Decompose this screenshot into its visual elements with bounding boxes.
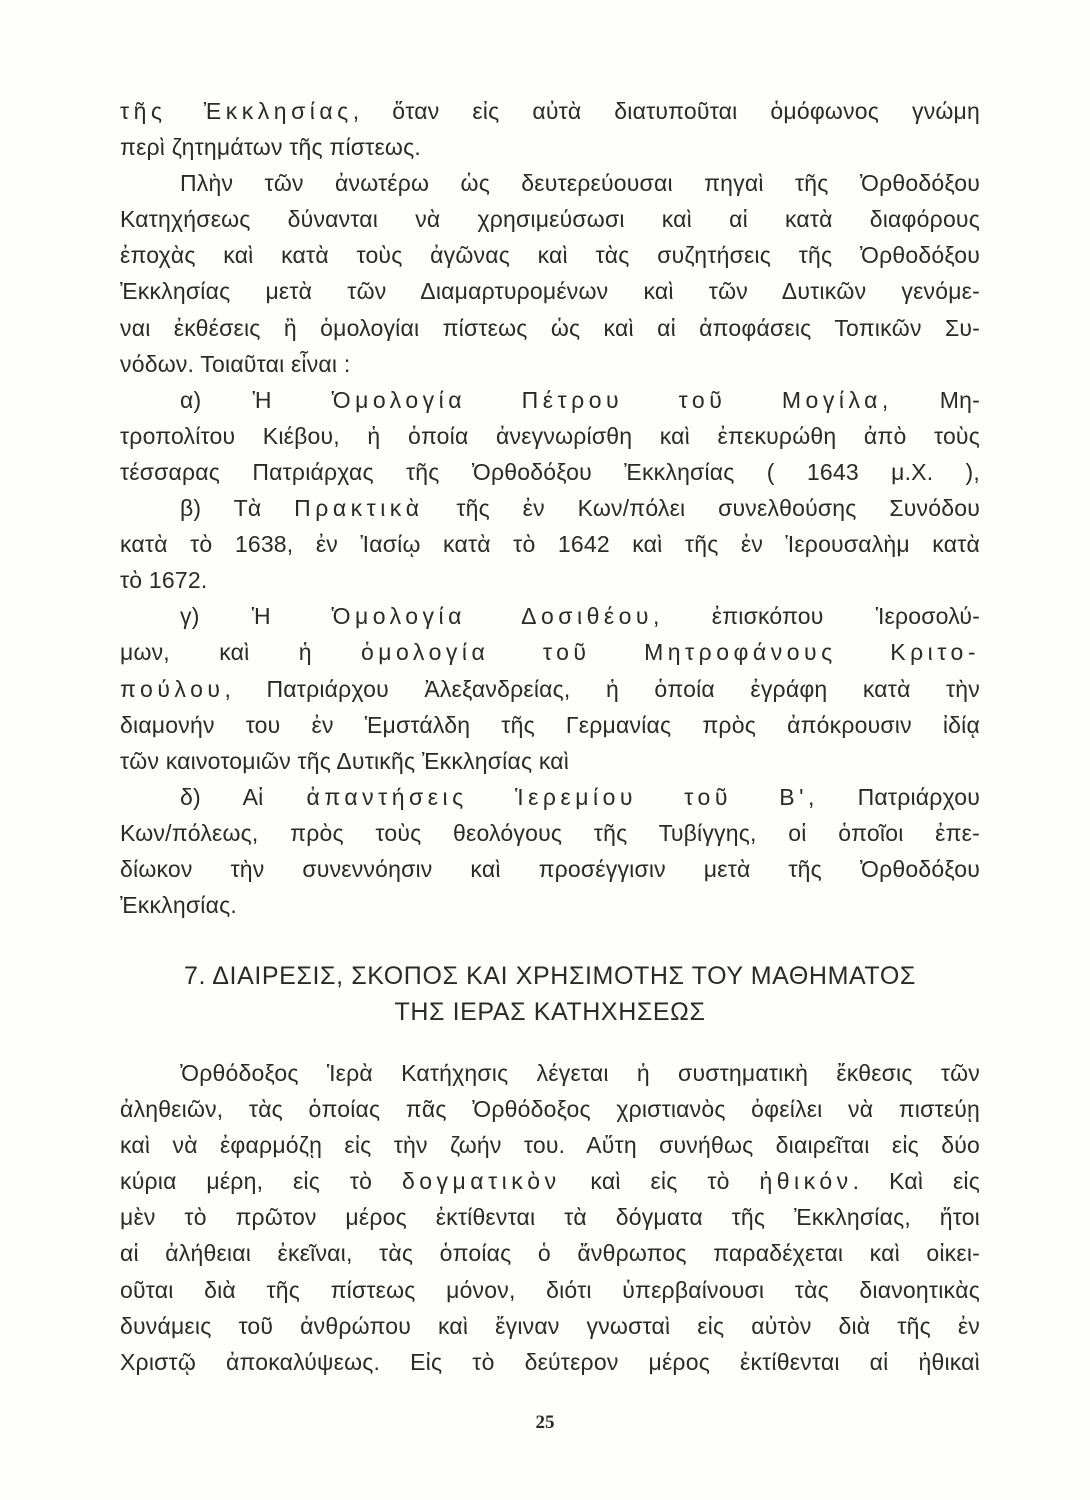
text-segment: Χριστῷ ἀποκαλύψεως. Εἰς τὸ δεύτερον μέρος ἐκτίθενται αἱ ἠθικαὶ [120, 1348, 980, 1375]
text-segment: , Πατριάρχου Ἀλεξανδρείας, ἡ ὁποία ἐγράφη κατὰ τὴν [224, 675, 980, 702]
text-line [120, 562, 980, 598]
section-heading-line-1: 7. ΔΙΑΙΡΕΣΙΣ, ΣΚΟΠΟΣ ΚΑΙ ΧΡΗΣΙΜΟΤΗΣ ΤΟΥ ΜΑΘΗΜΑΤΟΣ [184, 962, 916, 990]
text-line [120, 1308, 980, 1344]
text-segment: ναι ἐκθέσεις ἢ ὁμολογίαι πίστεως ὡς καὶ αἱ ἀποφάσεις Τοπικῶν Συ- [120, 314, 980, 341]
text-segment: δυνάμεις τοῦ ἀνθρώπου καὶ ἔγιναν γνωσταὶ εἰς αὐτὸν διὰ τῆς ἐν [120, 1312, 980, 1339]
spaced-emphasis-text: πούλου [120, 675, 225, 702]
text-segment: ἐποχὰς καὶ κατὰ τοὺς ἀγῶνας καὶ τὰς συζητήσεις τῆς Ὀρθοδόξου [120, 242, 980, 269]
text-segment: Ἐκκλησίας μετὰ τῶν Διαμαρτυρομένων καὶ τῶν Δυτικῶν γενόμε- [120, 278, 980, 305]
text-segment: τροπολίτου Κιέβου, ἡ ὁποία ἀνεγνωρίσθη καὶ ἐπεκυρώθη ἀπὸ τοὺς [120, 422, 980, 449]
text-segment: Ἐκκλησίας. [120, 892, 237, 919]
text-segment: γ) [180, 603, 252, 630]
text-segment: τέσσαρας Πατριάρχας τῆς Ὀρθοδόξου Ἐκκλησίας ( 1643 μ.Χ. ), [120, 458, 980, 485]
text-segment: τὸ 1672. [120, 567, 208, 594]
text-line [120, 310, 980, 346]
text-segment: , ὅταν εἰς αὐτὰ διατυποῦται ὁμόφωνος γνώμη [352, 98, 980, 124]
spaced-emphasis-text: τῆς Ἐκκλησίας [120, 98, 353, 124]
body-text-upper [120, 93, 980, 923]
text-line [120, 93, 980, 129]
text-segment: , ἐπισκόπου Ἱεροσολύ- [653, 603, 980, 630]
text-line [120, 273, 980, 309]
text-line [120, 815, 980, 851]
text-line [120, 1127, 980, 1163]
text-line [120, 129, 980, 165]
text-line [120, 526, 980, 562]
section-heading-line-2: ΤΗΣ ΙΕΡΑΣ ΚΑΤΗΧΗΣΕΩΣ [394, 998, 706, 1026]
text-line [120, 779, 980, 815]
text-segment: , Πατριάρχου [807, 783, 980, 810]
text-segment: μων, καὶ ἡ [120, 639, 362, 666]
text-line [120, 1055, 980, 1091]
text-segment: κατὰ τὸ 1638, ἐν Ἰασίῳ κατὰ τὸ 1642 καὶ τῆς ἐν Ἱερουσαλὴμ κατὰ [120, 531, 980, 558]
text-segment: καὶ εἰς τὸ [560, 1168, 760, 1195]
text-line [120, 851, 980, 887]
text-line [120, 598, 980, 634]
spaced-emphasis-text: δογματικὸν [401, 1168, 561, 1195]
text-line [120, 201, 980, 237]
text-segment: τῆς ἐν Κων/πόλει συνελθούσης Συνόδου [423, 495, 980, 522]
text-line [120, 671, 980, 707]
text-segment: κύρια μέρη, εἰς τὸ [120, 1168, 402, 1195]
text-segment: δ) Αἱ [180, 783, 307, 810]
text-line [120, 1235, 980, 1271]
body-text-lower [120, 1055, 980, 1380]
spaced-emphasis-text: ὁμολογία τοῦ Μητροφάνους Κριτο- [361, 639, 981, 666]
spaced-emphasis-text: ἀπαντήσεις Ἱερεμίου τοῦ Β' [306, 783, 808, 810]
text-segment: τῶν καινοτομιῶν τῆς Δυτικῆς Ἐκκλησίας καὶ [120, 747, 570, 774]
text-segment: . Καὶ εἰς [852, 1168, 981, 1195]
text-line [120, 418, 980, 454]
spaced-emphasis-text: Ἡ Ὁμολογία Πέτρου τοῦ Μογίλα [252, 386, 882, 413]
text-segment: διαμονήν του ἐν Ἑμστάλδη τῆς Γερμανίας πρὸς ἀπόκρουσιν ἰδίᾳ [120, 711, 980, 738]
text-line [120, 1199, 980, 1235]
spaced-emphasis-text: Πρακτικὰ [294, 495, 424, 522]
spaced-emphasis-text: ἠθικόν [759, 1168, 853, 1195]
text-segment: δίωκον τὴν συνεννόησιν καὶ προσέγγισιν μετὰ τῆς Ὀρθοδόξου [120, 855, 980, 882]
text-segment: ἀληθειῶν, τὰς ὁποίας πᾶς Ὀρθόδοξος χριστιανὸς ὀφείλει νὰ πιστεύῃ [120, 1096, 980, 1123]
text-segment: καὶ νὰ ἐφαρμόζῃ εἰς τὴν ζωήν του. Αὕτη συνήθως διαιρεῖται εἰς δύο [120, 1132, 980, 1159]
text-line [120, 1091, 980, 1127]
text-line [120, 743, 980, 779]
text-segment: Κων/πόλεως, πρὸς τοὺς θεολόγους τῆς Τυβίγγης, οἱ ὁποῖοι ἐπε- [120, 819, 980, 846]
text-line [120, 1344, 980, 1380]
text-segment: οῦται διὰ τῆς πίστεως μόνον, διότι ὑπερβαίνουσι τὰς διανοητικὰς [120, 1276, 980, 1303]
text-line [120, 490, 980, 526]
text-segment: αἱ ἀλήθειαι ἐκεῖναι, τὰς ὁποίας ὁ ἄνθρωπος παραδέχεται καὶ οἰκει- [120, 1240, 980, 1267]
text-line [120, 165, 980, 201]
text-line [120, 707, 980, 743]
text-line [120, 454, 980, 490]
text-line [120, 346, 980, 382]
text-segment: περὶ ζητημάτων τῆς πίστεως. [120, 134, 421, 161]
spaced-emphasis-text: Ἡ Ὁμολογία Δοσιθέου [251, 603, 654, 630]
text-segment: Κατηχήσεως δύνανται νὰ χρησιμεύσωσι καὶ αἱ κατὰ διαφόρους [120, 206, 980, 233]
text-segment: , Μη- [881, 386, 980, 413]
text-segment: β) Τὰ [180, 495, 295, 522]
text-line [120, 1272, 980, 1308]
text-segment: α) [180, 386, 253, 413]
text-line [120, 382, 980, 418]
text-segment: μὲν τὸ πρῶτον μέρος ἐκτίθενται τὰ δόγματα τῆς Ἐκκλησίας, ἤτοι [120, 1204, 980, 1231]
text-segment: νόδων. Τοιαῦται εἶναι : [120, 350, 351, 377]
text-line [120, 237, 980, 273]
text-line [120, 634, 980, 670]
text-segment: Πλὴν τῶν ἀνωτέρω ὡς δευτερεύουσαι πηγαὶ τῆς Ὀρθοδόξου [180, 170, 980, 197]
text-line [120, 887, 980, 923]
text-line [120, 1163, 980, 1199]
section-heading [120, 958, 980, 1030]
page-number: 25 [535, 1412, 555, 1433]
text-segment: Ὀρθόδοξος Ἱερὰ Κατήχησις λέγεται ἡ συστηματικὴ ἔκθεσις τῶν [180, 1060, 980, 1086]
